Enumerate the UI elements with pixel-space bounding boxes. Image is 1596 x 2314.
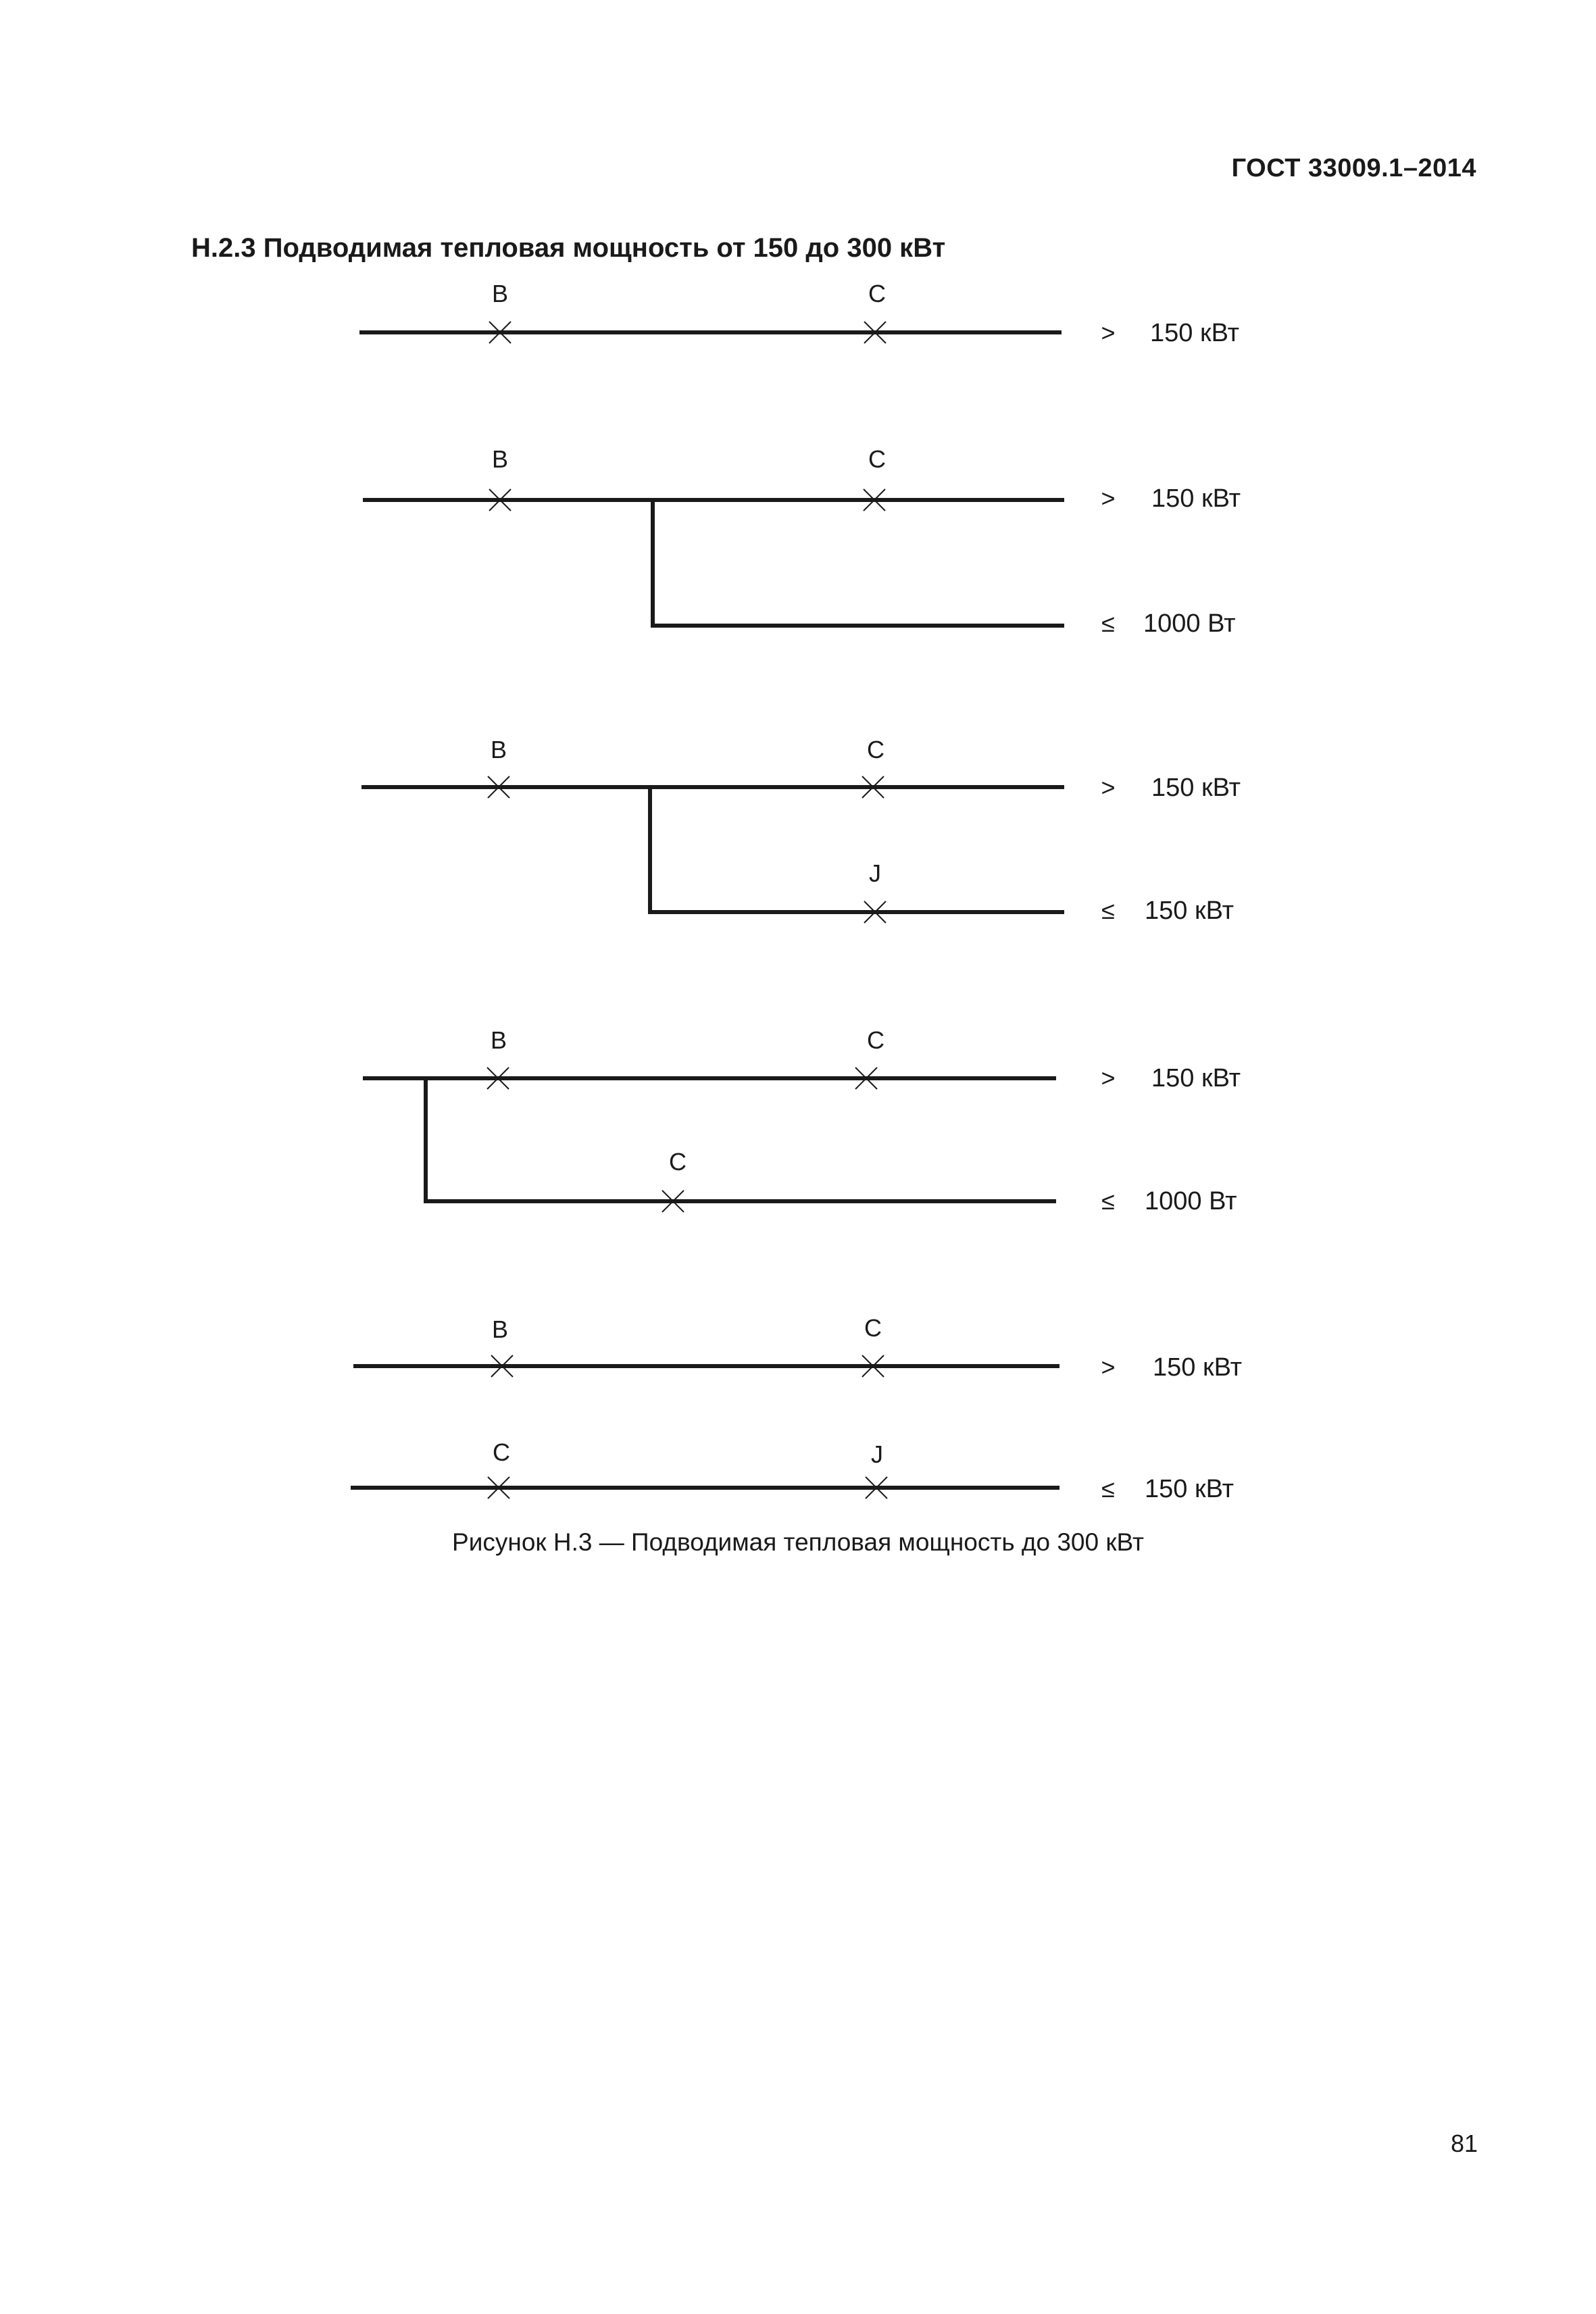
power-rating-label: 150 кВт (1150, 319, 1240, 347)
comparison-symbol: ≤ (1101, 897, 1115, 924)
document-code: ГОСТ 33009.1–2014 (1231, 154, 1476, 182)
power-rating-label: 150 кВт (1151, 484, 1241, 513)
comparison-symbol: > (1101, 774, 1116, 801)
valve-label: C (868, 280, 886, 307)
page-number: 81 (1450, 2130, 1478, 2157)
valve-label: C (867, 1026, 884, 1054)
comparison-symbol: > (1101, 484, 1116, 512)
power-rating-label: 150 кВт (1145, 897, 1235, 925)
power-rating-label: 150 кВт (1145, 1475, 1235, 1503)
valve-label: C (868, 445, 886, 473)
comparison-symbol: > (1101, 1353, 1116, 1381)
valve-label: B (490, 1026, 507, 1054)
pipe-branch-line (426, 1078, 1054, 1201)
valve-label: C (669, 1148, 687, 1176)
comparison-symbol: > (1101, 319, 1116, 347)
power-rating-label: 150 кВт (1151, 1064, 1241, 1092)
valve-label: C (493, 1438, 510, 1466)
valve-label: C (867, 736, 884, 763)
valve-label: B (491, 1315, 509, 1343)
power-rating-label: 1000 Вт (1145, 1187, 1237, 1215)
valve-label: B (491, 280, 509, 307)
figure-caption: Рисунок Н.3 — Подводимая тепловая мощность до 300 кВт (452, 1528, 1144, 1556)
power-rating-label: 150 кВт (1151, 774, 1241, 802)
valve-label: B (491, 445, 509, 473)
power-rating-label: 150 кВт (1153, 1353, 1243, 1382)
pipe-branch-line (650, 787, 1062, 912)
valve-label: C (864, 1314, 882, 1342)
pipe-branch-line (653, 500, 1062, 626)
comparison-symbol: ≤ (1101, 609, 1115, 637)
power-rating-label: 1000 Вт (1143, 609, 1236, 638)
comparison-symbol: ≤ (1101, 1187, 1115, 1215)
section-title: Н.2.3 Подводимая тепловая мощность от 150 до 300 кВт (191, 233, 946, 263)
valve-label: B (490, 736, 507, 763)
comparison-symbol: ≤ (1101, 1475, 1115, 1503)
valve-label: J (869, 859, 881, 887)
valve-label: J (871, 1440, 883, 1468)
comparison-symbol: > (1101, 1064, 1116, 1092)
